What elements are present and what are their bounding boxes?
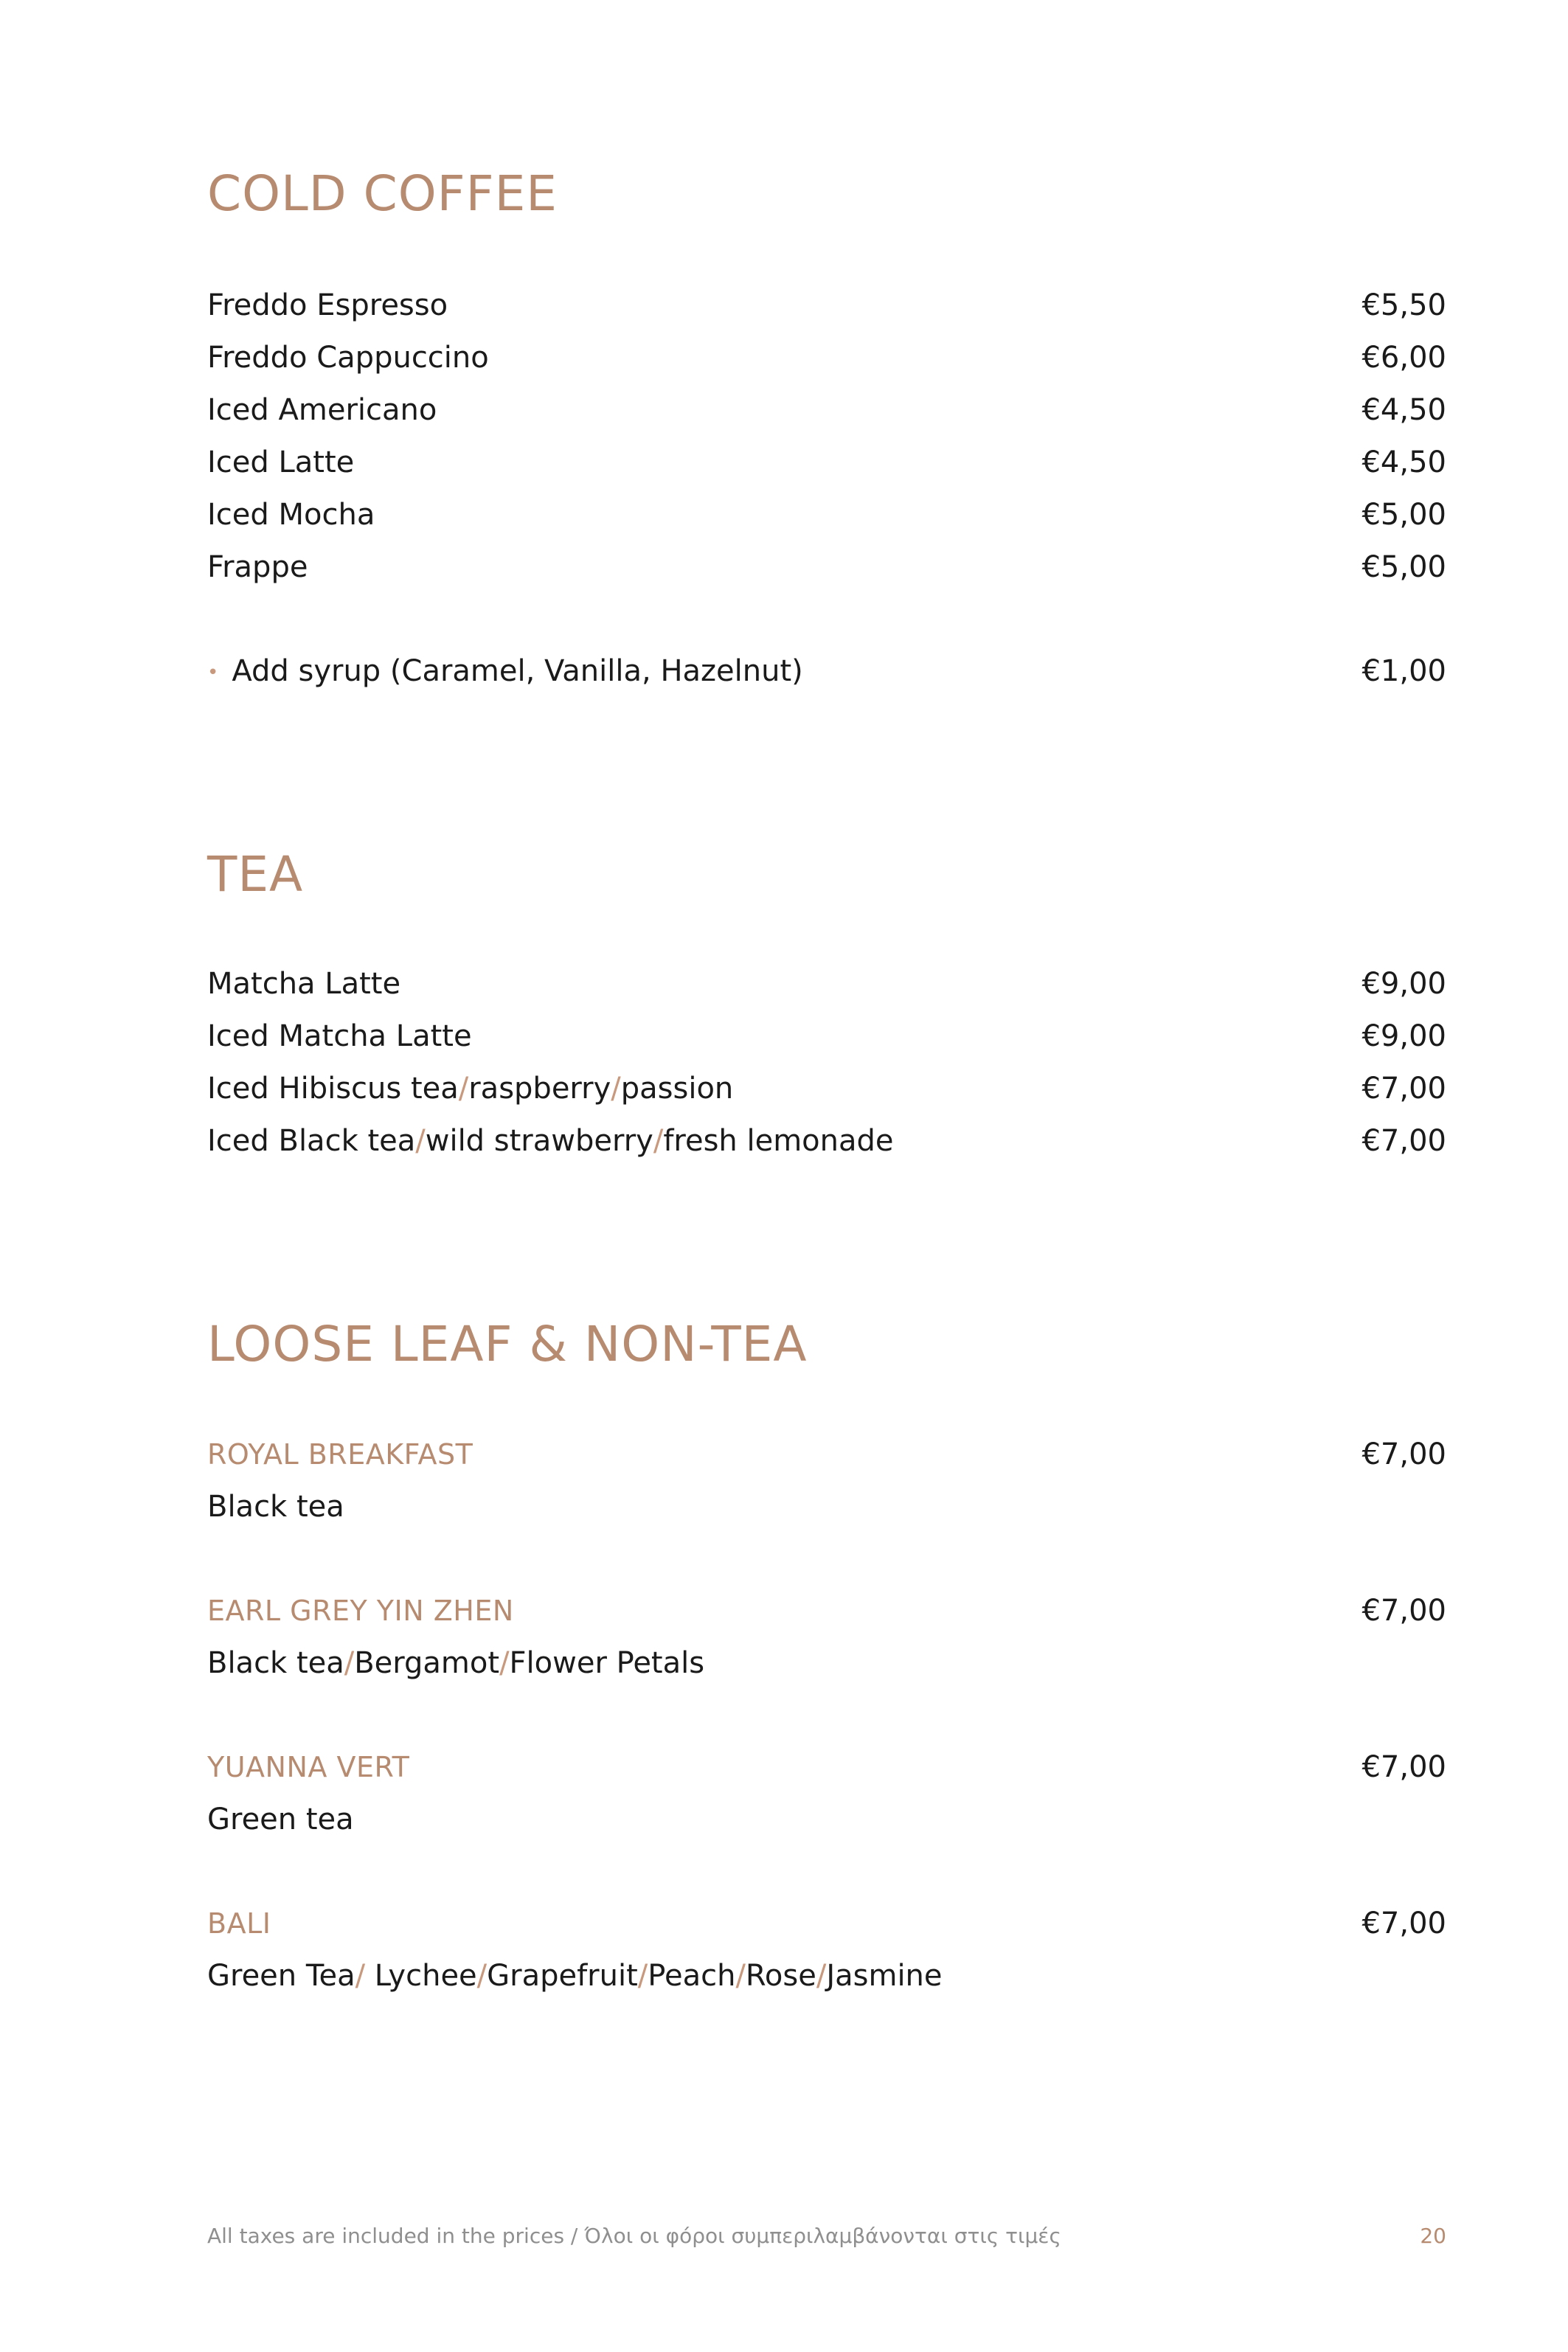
leaf-description: [207, 1481, 1446, 1533]
menu-item: [207, 332, 1446, 384]
separator: /: [611, 1072, 621, 1106]
item-price: €9,00: [1361, 1019, 1446, 1053]
separator: /: [344, 1646, 355, 1680]
item-name-part: Iced Matcha Latte: [207, 1019, 472, 1053]
leaf-price: €7,00: [1361, 1594, 1446, 1628]
desc-part: Lychee: [365, 1959, 477, 1993]
separator: /: [499, 1646, 510, 1680]
leaf-head: [207, 1741, 1446, 1794]
cold-coffee-list: [207, 280, 1446, 594]
item-name-part: Iced Hibiscus tea: [207, 1072, 459, 1106]
item-price: €7,00: [1361, 1072, 1446, 1106]
tax-note: All taxes are included in the prices / Όλοι οι φόροι συμπεριλαμβάνονται στις τιμές: [207, 2224, 1061, 2248]
item-price: €5,00: [1361, 550, 1446, 584]
separator: /: [458, 1072, 469, 1106]
separator: /: [653, 1124, 664, 1158]
tea-list: [207, 958, 1446, 1168]
leaf-price: €7,00: [1361, 1907, 1446, 1940]
desc-part: Black tea: [207, 1490, 344, 1524]
menu-item: [207, 384, 1446, 437]
separator: /: [637, 1959, 648, 1993]
desc-part: Peach: [648, 1959, 736, 1993]
tea-title: TEA: [207, 846, 304, 903]
leaf-price: €7,00: [1361, 1750, 1446, 1784]
leaf-name: EARL GREY YIN ZHEN: [207, 1595, 514, 1627]
item-price: €6,00: [1361, 341, 1446, 375]
leaf-description: [207, 1950, 1446, 2002]
desc-part: Black tea: [207, 1646, 344, 1680]
leaf-head: [207, 1429, 1446, 1481]
item-name: Freddo Cappuccino: [207, 341, 489, 375]
desc-part: Flower Petals: [509, 1646, 705, 1680]
leaf-item: [207, 1898, 1446, 2002]
menu-page: [207, 0, 1446, 2352]
item-name: [207, 1115, 894, 1168]
menu-item: [207, 541, 1446, 594]
item-name-part: raspberry: [468, 1072, 611, 1106]
addon-price: €1,00: [1361, 654, 1446, 688]
separator: /: [415, 1124, 426, 1158]
separator: /: [355, 1959, 366, 1993]
item-name-part: Matcha Latte: [207, 967, 401, 1001]
item-price: €5,00: [1361, 498, 1446, 532]
desc-part: Jasmine: [826, 1959, 943, 1993]
menu-item: [207, 958, 1446, 1010]
item-name: [207, 1010, 472, 1063]
item-name: Frappe: [207, 550, 308, 584]
leaf-name: BALI: [207, 1907, 271, 1940]
cold-coffee-title: COLD COFFEE: [207, 165, 558, 222]
separator: /: [735, 1959, 746, 1993]
addon-item: [207, 645, 1446, 699]
item-price: €4,50: [1361, 445, 1446, 479]
item-name: Iced Mocha: [207, 498, 375, 532]
leaf-description: [207, 1637, 1446, 1690]
item-name: Iced Latte: [207, 445, 355, 479]
item-price: €7,00: [1361, 1124, 1446, 1158]
loose-leaf-title: LOOSE LEAF & NON-TEA: [207, 1316, 808, 1373]
desc-part: Green Tea: [207, 1959, 355, 1993]
leaf-item: [207, 1585, 1446, 1690]
item-name: Iced Americano: [207, 393, 437, 427]
menu-item: [207, 1063, 1446, 1115]
item-name-part: passion: [620, 1072, 734, 1106]
footer: [207, 2224, 1446, 2248]
leaf-item: [207, 1429, 1446, 1533]
item-name-part: wild strawberry: [425, 1124, 653, 1158]
item-name: Freddo Espresso: [207, 288, 448, 322]
item-name: [207, 958, 400, 1010]
leaf-head: [207, 1898, 1446, 1950]
desc-part: Green tea: [207, 1803, 354, 1836]
menu-item: [207, 1010, 1446, 1063]
item-price: €5,50: [1361, 288, 1446, 322]
item-name: [207, 1063, 733, 1115]
addon-name: Add syrup (Caramel, Vanilla, Hazelnut): [232, 654, 803, 688]
addon-label: [207, 645, 803, 699]
menu-item: [207, 489, 1446, 541]
bullet-icon: •: [207, 661, 219, 684]
menu-item: [207, 1115, 1446, 1168]
leaf-name: ROYAL BREAKFAST: [207, 1438, 473, 1471]
leaf-name: YUANNA VERT: [207, 1751, 410, 1783]
desc-part: Grapefruit: [487, 1959, 638, 1993]
menu-item: [207, 437, 1446, 489]
item-price: €9,00: [1361, 967, 1446, 1001]
item-name-part: Iced Black tea: [207, 1124, 416, 1158]
page-number: 20: [1420, 2224, 1446, 2248]
item-name-part: fresh lemonade: [663, 1124, 894, 1158]
leaf-price: €7,00: [1361, 1437, 1446, 1471]
separator: /: [816, 1959, 827, 1993]
desc-part: Rose: [745, 1959, 816, 1993]
leaf-head: [207, 1585, 1446, 1637]
leaf-description: [207, 1794, 1446, 1846]
item-price: €4,50: [1361, 393, 1446, 427]
leaf-item: [207, 1741, 1446, 1846]
desc-part: Bergamot: [354, 1646, 500, 1680]
menu-item: [207, 280, 1446, 332]
separator: /: [476, 1959, 488, 1993]
